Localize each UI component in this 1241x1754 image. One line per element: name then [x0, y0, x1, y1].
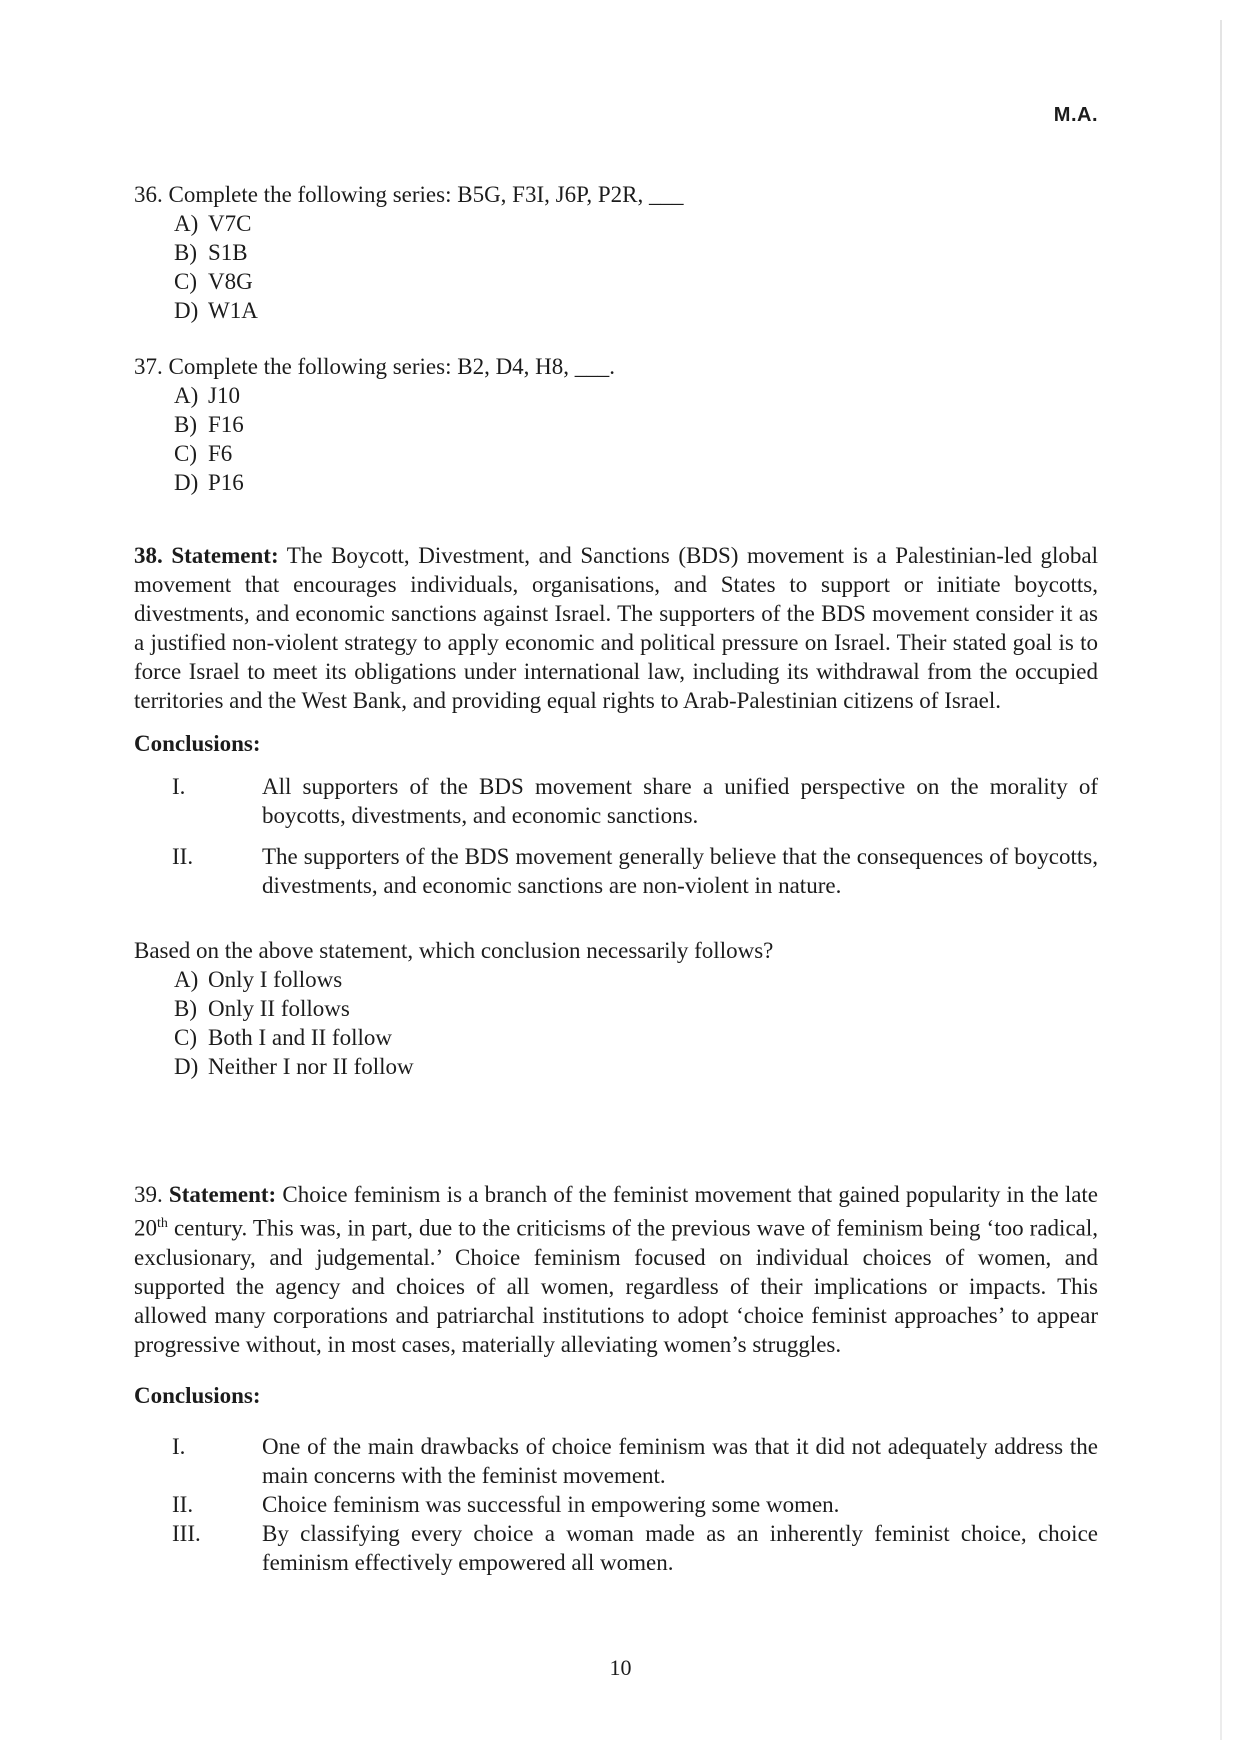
question-38-prompt: Based on the above statement, which conclusion necessarily follows? [134, 938, 774, 963]
option-a: A) Only I follows [174, 967, 343, 992]
conclusion-item: II. The supporters of the BDS movement generally believe that the consequences of boycotts, divestments, and economic sanctions are non-violent in nature. [172, 844, 1098, 898]
option-b: B) F16 [174, 412, 244, 437]
question-38-conclusions-title: Conclusions: [134, 731, 261, 756]
scan-edge-line [1220, 20, 1222, 1740]
question-39-conclusions [134, 1432, 1098, 1577]
option-d: D) P16 [174, 470, 244, 495]
conclusion-item: I. All supporters of the BDS movement share a unified perspective on the morality of boycotts, divestments, and economic sanctions. [172, 774, 1098, 828]
question-38 [134, 541, 1098, 1081]
page-header-label: M.A. [1053, 104, 1098, 126]
option-c: C) F6 [174, 441, 233, 466]
question-37-text: 37. Complete the following series: B2, D4, H8, ___. [134, 354, 616, 379]
option-c: C) Both I and II follow [174, 1025, 392, 1050]
question-36-options [134, 209, 1098, 325]
option-b: B) Only II follows [174, 996, 350, 1021]
question-38-statement: 38. Statement: The Boycott, Divestment, and Sanctions (BDS) movement is a Palestinian-led global movement that encourages individuals, organisations, and States to support or initiate boycotts, divestments, and economic sanctions against Israel. The supporters of the BDS movement consider it as a justified non-violent strategy to apply economic and political pressure on Israel. Their stated goal is to force Israel to meet its obligations under international law, including its withdrawal from the occupied territories and the West Bank, and providing equal rights to Arab-Palestinian citizens of Israel. [134, 543, 1098, 713]
question-38-conclusions [134, 772, 1098, 900]
question-37-options [134, 381, 1098, 497]
page-number: 10 [609, 1655, 632, 1680]
conclusion-item: II. Choice feminism was successful in empowering some women. [172, 1491, 840, 1517]
option-d: D) Neither I nor II follow [174, 1054, 414, 1079]
option-a: A) J10 [174, 383, 240, 408]
option-b: B) S1B [174, 240, 248, 265]
question-36 [134, 180, 1098, 325]
option-d: D) W1A [174, 298, 258, 323]
question-39-statement: 39. Statement: Choice feminism is a branch of the feminist movement that gained popularity in the late 20th century. This was, in part, due to the criticisms of the previous wave of feminism being ‘too radical, exclusionary, and judgemental.’ Choice feminism focused on individual choices of women, and supported the agency and choices of all women, regardless of their implications or impacts. This allowed many corporations and patriarchal institutions to adopt ‘choice feminist approaches’ to appear progressive without, in most cases, materially alleviating women’s struggles. [134, 1182, 1099, 1357]
question-38-options [134, 965, 1098, 1081]
question-37 [134, 352, 1098, 497]
question-39 [134, 1180, 1098, 1577]
question-36-text: 36. Complete the following series: B5G, F3I, J6P, P2R, ___ [134, 182, 684, 207]
option-c: C) V8G [174, 269, 253, 294]
conclusion-item: I. One of the main drawbacks of choice feminism was that it did not adequately address the main concerns with the feminist movement. [172, 1433, 1098, 1488]
conclusion-item: III. By classifying every choice a woman made as an inherently feminist choice, choice feminism effectively empowered all women. [172, 1520, 1098, 1575]
question-39-conclusions-title: Conclusions: [134, 1382, 261, 1408]
option-a: A) V7C [174, 211, 252, 236]
